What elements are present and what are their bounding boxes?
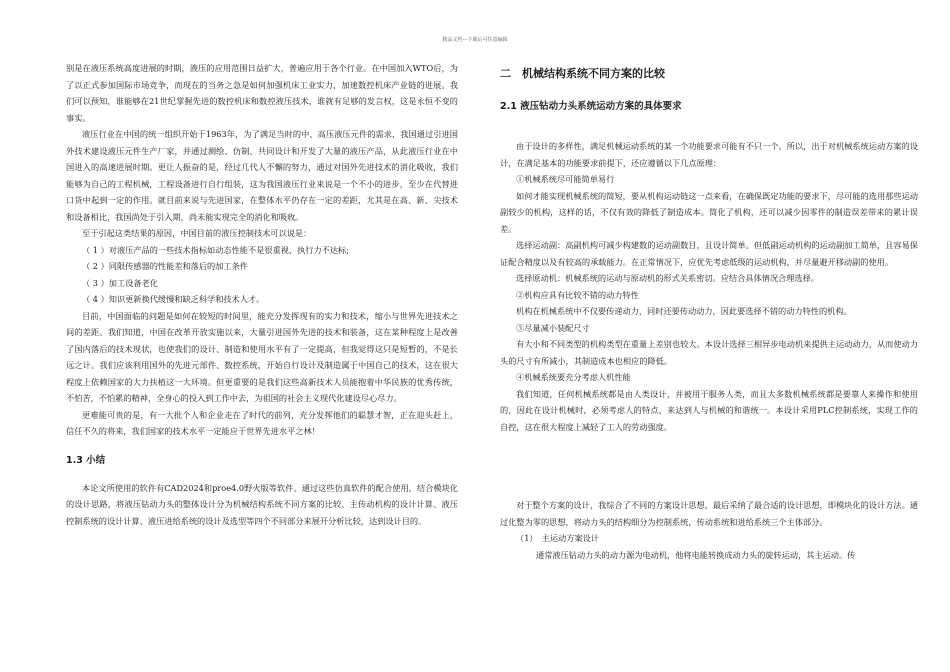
list-item: ①机械系统尽可能简单易行 xyxy=(516,174,615,184)
paragraph: 别是在液压系统高度进展的时期，液压的应用范围日益扩大，普遍应用于各个行业。在中国加入WTO后，为了以正式参加国际市场竞争，而现在的当务之急是如何加强机床工业实力，加速数控机床产业链的进展。我们可以预知，谁能够在21世纪掌握先进的数控机床和数控液压技术，谁就有足够的发言权，这是永恒不变的事实。 xyxy=(66,63,458,123)
list-item: ②机构应具有比较不错的动力特性 xyxy=(516,289,639,300)
left-column xyxy=(66,60,458,529)
section-heading: 1.3 小结 xyxy=(66,454,106,466)
paragraph: 通常液压钻动力头的动力源为电动机，他将电能转换成动力头的旋转运动，其主运动。传 xyxy=(536,549,856,560)
list-item: ③尽量减小装配尺寸 xyxy=(516,322,590,333)
paragraph: 如何才能实现机械系统的简短，要从机构运动链这一点来看，在确保既定功能的要求下，尽可能的选用那些运动副较少的机构，这样的话，不仅有效的降低了制造成本。简化了机构，还可以减少因零件的制造误差带来的累计误差。 xyxy=(500,190,918,234)
list-item: （ 1 ）对液压产品的一些技术指标如动态性能不是很重视，执行力不达标; xyxy=(82,244,349,255)
section-heading: 2.1 液压钻动力头系统运动方案的具体要求 xyxy=(500,101,682,112)
list-item: （ 2 ）同限传感器的性能差和落后的加工条件 xyxy=(82,261,248,271)
paragraph: 由于设计的多样性，满足机械运动系统的某一个功能要求可能有不只一个。所以，出于对机械系统运动方案的设计，在满足基本的功能要求前提下，还应遵循以下几点原理： xyxy=(500,141,918,168)
paragraph: 有大小和不同类型的机构类型在重量上差别也较大。本设计选择三相异步电动机来提供主运动动力，从而使动力头的尺寸有所减小，其制造成本也相应的降低。 xyxy=(500,339,918,366)
paragraph: 机构在机械系统中不仅要传递动力，同时还要传动动力，因此要选择不错的动力特性的机构。 xyxy=(516,306,852,316)
list-item: ④机械系统要充分考虑人机性能 xyxy=(516,372,631,382)
paragraph: 我们知道，任何机械系统都是由人类设计，并被用于服务人类，而且大多数机械系统都是要靠人来操作和使用的，因此在设计机械时，必须考虑人的特点，来达到人与机械的和谐统一。本设计采用PLC控制系统，实现工作的自控，这在很大程度上减轻了工人的劳动强度。 xyxy=(500,388,918,432)
chapter-heading: 二 机械结构系统不同方案的比较 xyxy=(500,67,665,80)
paragraph: 选择运动副：高副机构可减少构建数的运动副数目，且设计简单。但低副运动机构的运动副加工简单，且容易保证配合精度以及有较高的承载能力。在正常情况下，应优先考虑低级的运动机构，并尽量避开移动副的使用。 xyxy=(500,240,918,267)
paragraph: 至于引起这类结果的原因，中国目前的液压控制技术可以说是： xyxy=(82,228,312,238)
right-column xyxy=(500,60,918,563)
paragraph: 更难能可贵的是，有一大批个人和企业走在了时代的前列，充分发挥他们的聪慧才智，正在迎头赶上，信任不久的将来，我们国家的技术水平一定能应于世界先进水平之林！ xyxy=(66,409,458,436)
paragraph: 本论文所使用的软件有CAD2024和proe4.0野火版等软件。通过这些仿真软件的配合使用，结合模块化的设计思路，将液压钻动力头的整体设计分为机械结构系统不同方案的比较、主传动机构的设计计算、液压控制系统的设计计算、液压进给系统的设计及选型等四个不同部分来展开分析比较，达到设计目的。 xyxy=(66,482,458,526)
paragraph: 选择原动机：机械系统的运动与原动机的形式关系密切。应结合具体情况合理选择。 xyxy=(516,273,819,283)
list-item: （ 3 ）加工设备老化 xyxy=(82,277,158,288)
paragraph: 液压行业在中国的统一组织开始于1963年，为了满足当时的中、高压液压元件的需求，我国通过引进国外技术建设液压元件生产厂家，并通过测绘、仿制、共同设计和开发了大量的液压产品，从此液压行业在中国进入的高速进展时期。更让人振奋的是，经过几代人不懈的努力，通过对国外先进技术的消化吸收，我们能够为自己的工程机械，工程设备进行自行组装，这为我国液压行业来说是一个不小的进步，至少在代替进口货中起到一定的作用。就目前来说与先进国家，在整体水平仍存在一定的差距，尤其是在高、新、尖技术和设备相比，我国尚处于引入期，尚未能实现完全的消化和吸收。 xyxy=(66,129,458,222)
subheading: （1） 主运动方案设计 xyxy=(516,533,599,543)
page-header: 精品文档---下载后可任意编辑 xyxy=(442,37,508,43)
paragraph: 目前，中国面临的问题是如何在较短的时间里，能充分发挥现有的实力和技术，缩小与世界先进技术之间的差距。我们知道，中国在改革开放实施以来，大量引进国外先进的技术和装备，这在某种程度上是改善了国内落后的技术现状，也使我们的设计、制造和使用水平有了一定提高，但我觉得这只是短暂的，不是长远之计。我们应该利用国外的先进元部件、数控系统，开始自行设计及制造属于中国自己的技术，这在很大程度上依赖国家的大力扶植这一大环境。但更重要的是我们这些高新技术人员能抱着中华民族的优秀传统，不怕苦，不怕累的精神，全身心的投入到工作中去，为祖国的社会主义现代化建设尽心尽力。 xyxy=(66,310,458,403)
list-item: （ 4 ）知识更新换代缓慢和缺乏科学和技术人才。 xyxy=(82,294,265,304)
paragraph: 对于整个方案的设计，我综合了不同的方案设计思想，最后采纳了最合适的设计思想，即模块化的设计方法。通过化整为零的思想，将动力头的结构细分为控制系统，传动系统和进给系统三个主体部分。 xyxy=(500,500,918,527)
